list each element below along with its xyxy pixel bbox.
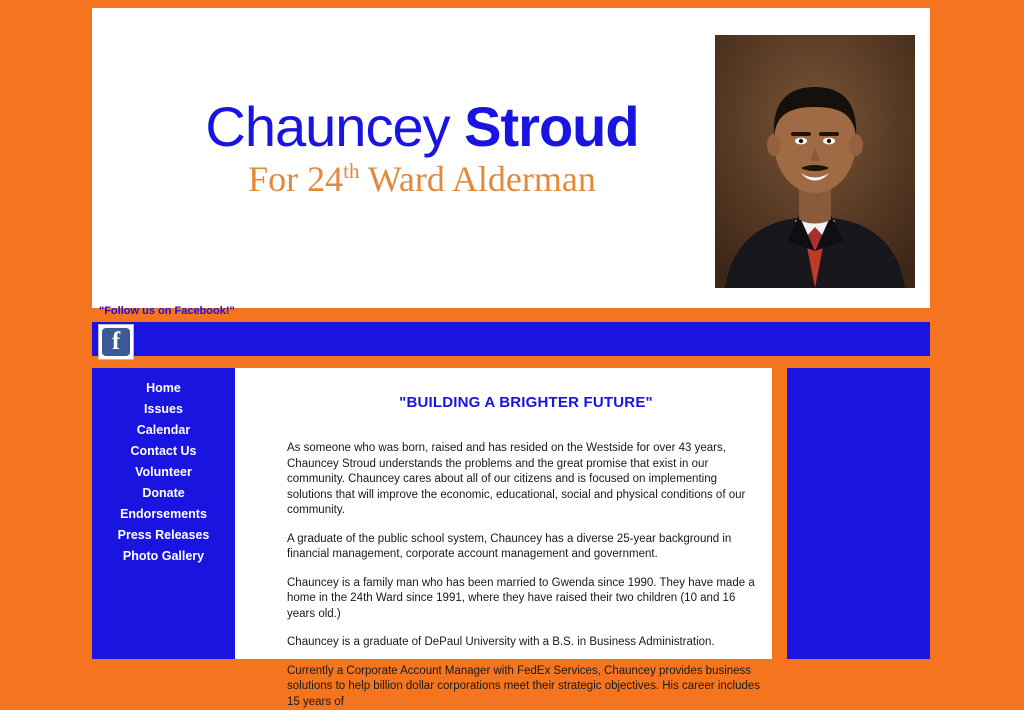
- logo-last-name: Stroud: [464, 95, 638, 158]
- facebook-icon-glyph: f: [102, 328, 130, 356]
- sidebar-item-issues[interactable]: Issues: [92, 399, 235, 420]
- sidebar-item-donate[interactable]: Donate: [92, 483, 235, 504]
- logo-tagline: [122, 158, 722, 200]
- sidebar-item-calendar[interactable]: Calendar: [92, 420, 235, 441]
- logo-first-name: Chauncey: [205, 95, 449, 158]
- sidebar-item-volunteer[interactable]: Volunteer: [92, 462, 235, 483]
- logo-tagline-sup: th: [343, 159, 359, 183]
- sidebar-item-home[interactable]: Home: [92, 378, 235, 399]
- right-sidebar: [787, 368, 930, 659]
- sidebar-item-press-releases[interactable]: Press Releases: [92, 525, 235, 546]
- sidebar-nav: [92, 368, 235, 659]
- site-header: [92, 8, 930, 308]
- body-paragraph-3: Chauncey is a family man who has been married to Gwenda since 1990. They have made a home in the 24th Ward since 1991, where they have raised their two children (10 and 16 years old.): [287, 576, 765, 623]
- logo-tagline-before: For 24: [248, 159, 343, 199]
- body-paragraph-5: Currently a Corporate Account Manager with FedEx Services, Chauncey provides business solutions to help billion dollar corporations meet their strategic objectives. His career includes 15 years of: [287, 664, 765, 710]
- sidebar-item-endorsements[interactable]: Endorsements: [92, 504, 235, 525]
- page-title: "BUILDING A BRIGHTER FUTURE": [287, 394, 765, 411]
- main-content: [235, 368, 787, 659]
- facebook-bar: [92, 322, 930, 356]
- body-paragraph-4: Chauncey is a graduate of DePaul University with a B.S. in Business Administration.: [287, 635, 765, 651]
- facebook-follow-label: "Follow us on Facebook!": [99, 305, 235, 317]
- body-paragraph-1: As someone who was born, raised and has resided on the Westside for over 43 years, Chauncey Stroud understands the problems and the great promise that exist in our community. Chauncey cares about all of our citizens and is focused on implementing solutions that will improve the economic, educational, social and physical conditions of our community.: [287, 441, 765, 519]
- right-gutter: [772, 368, 787, 659]
- sidebar-item-photo-gallery[interactable]: Photo Gallery: [92, 546, 235, 567]
- body-paragraph-2: A graduate of the public school system, Chauncey has a diverse 25-year background in financial management, corporate account management and government.: [287, 532, 765, 563]
- facebook-icon[interactable]: [98, 324, 134, 360]
- sidebar-item-contact-us[interactable]: Contact Us: [92, 441, 235, 462]
- candidate-portrait: [715, 35, 915, 288]
- site-logo: [122, 98, 722, 200]
- logo-name-line: [122, 98, 722, 156]
- logo-tagline-after: Ward Alderman: [359, 159, 595, 199]
- portrait-illustration: [715, 35, 915, 288]
- content-area: [92, 368, 930, 659]
